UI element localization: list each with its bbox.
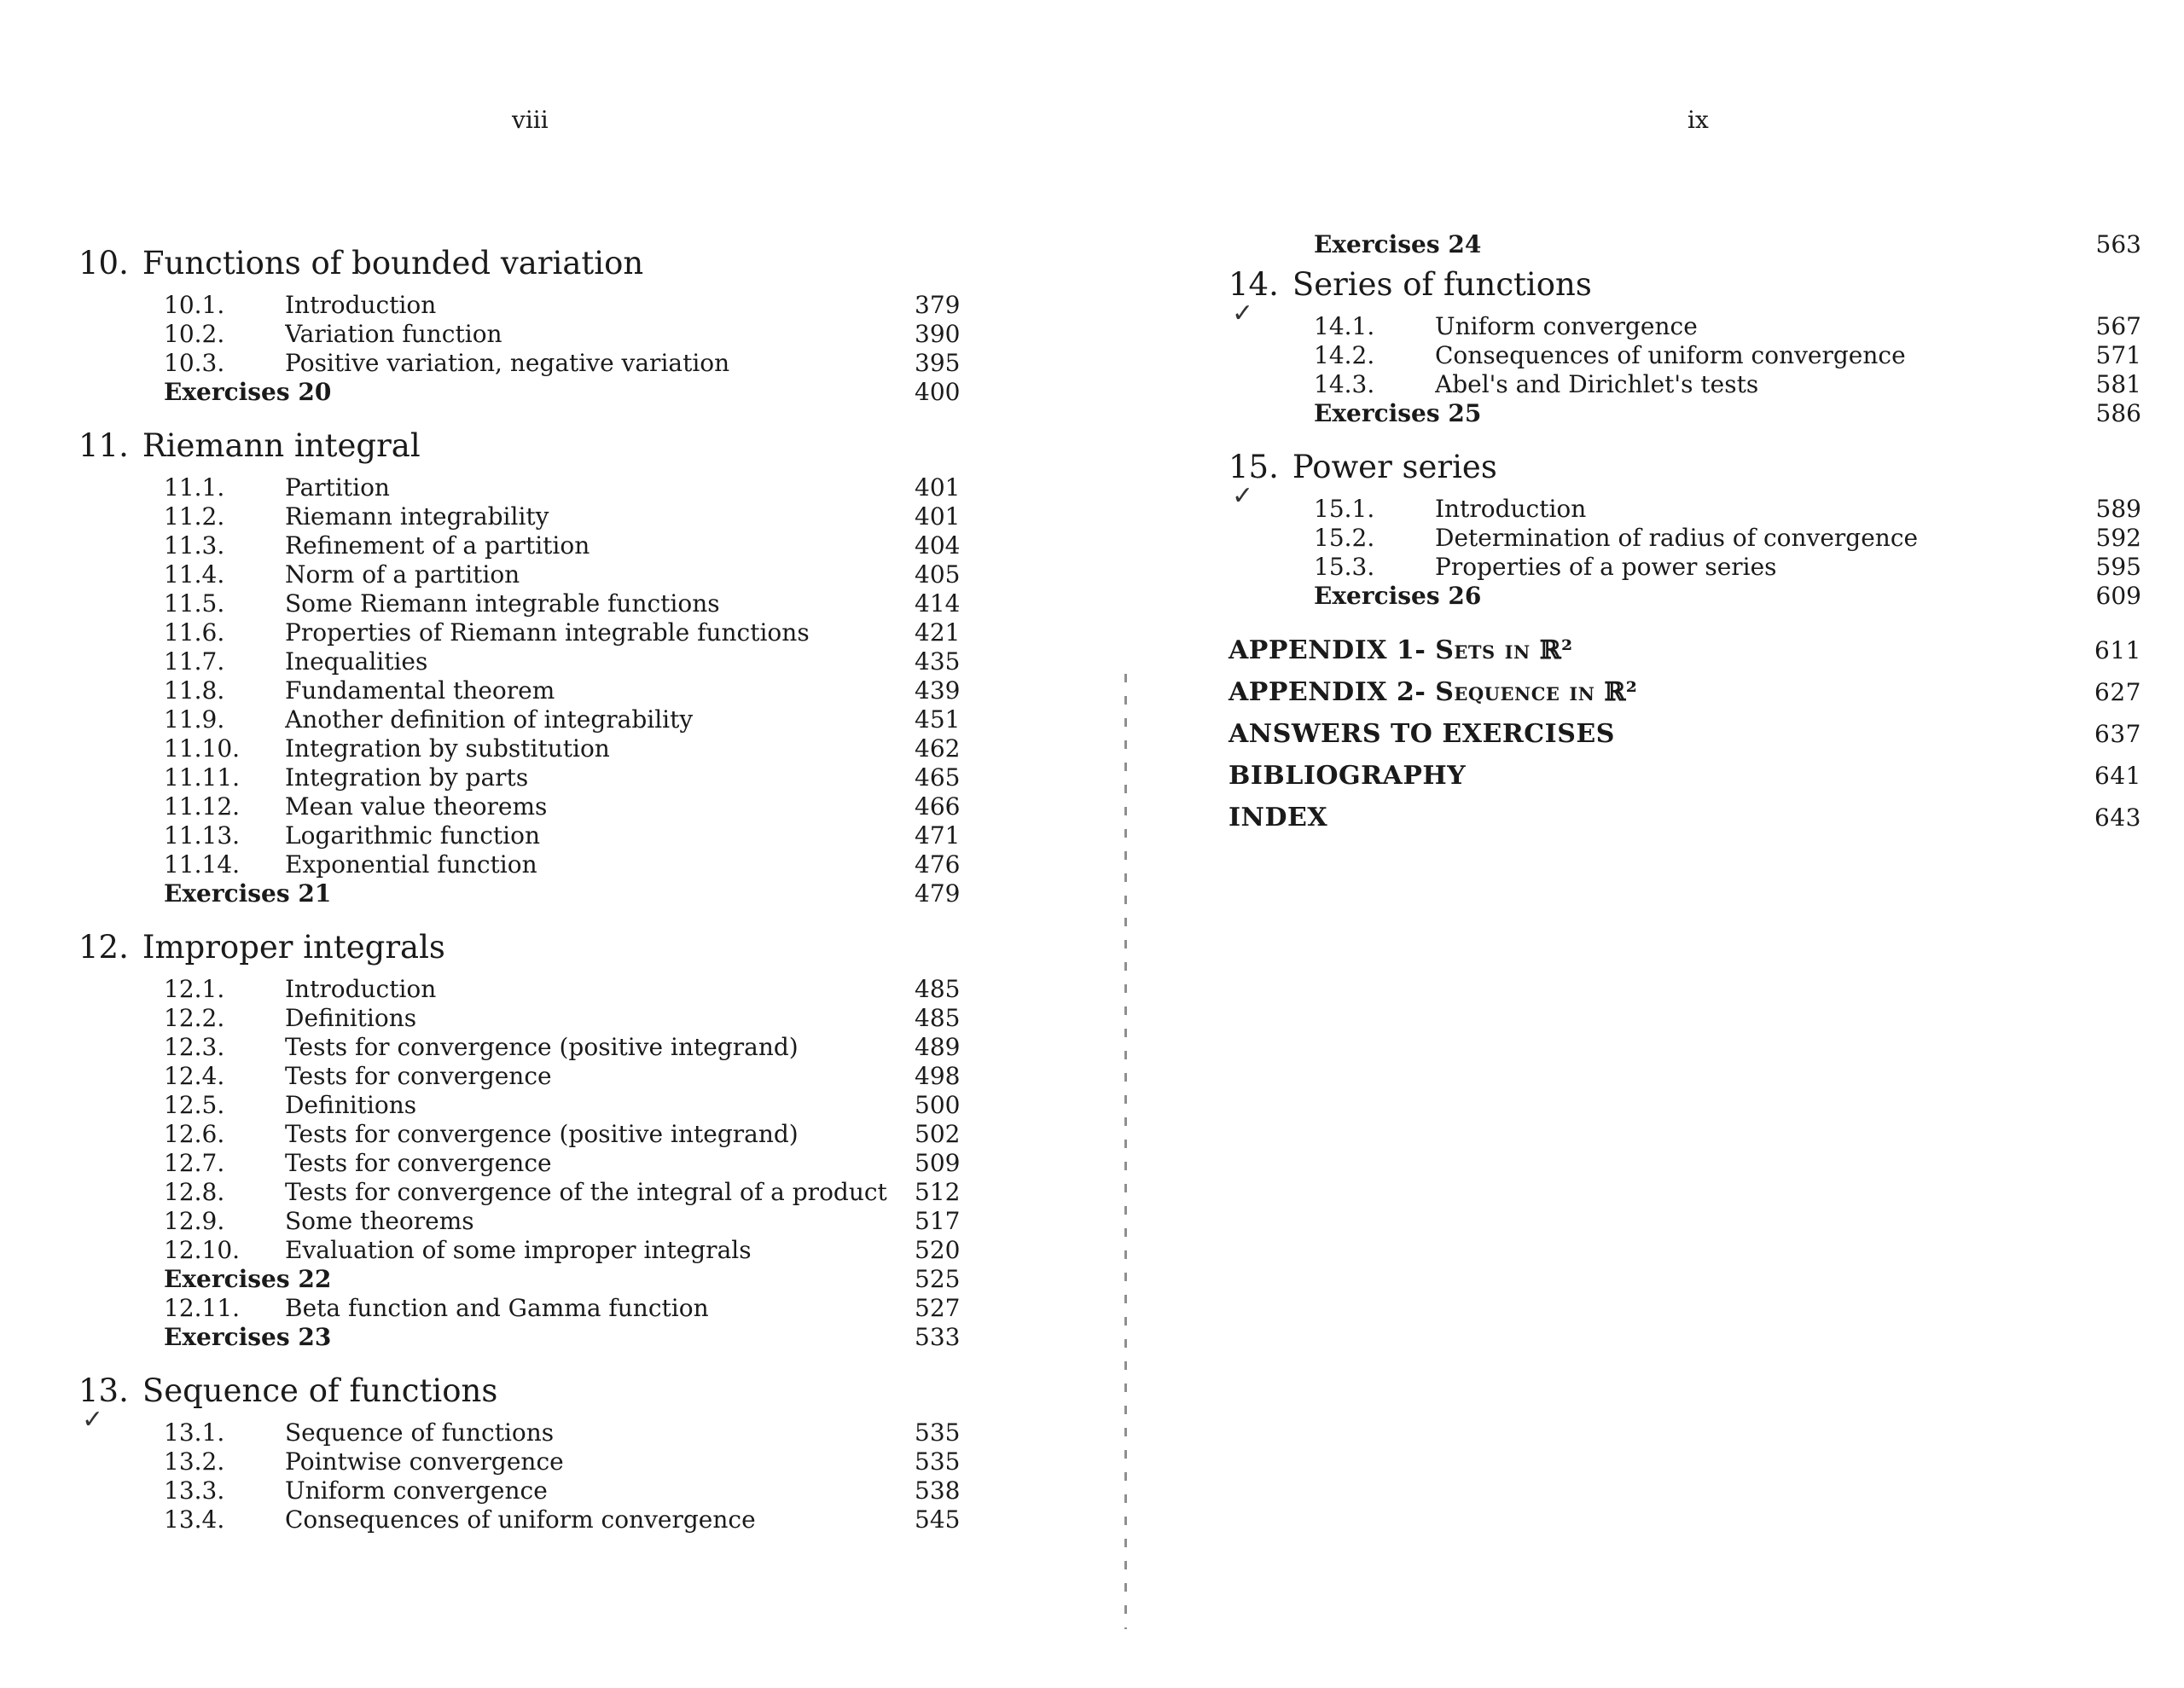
back-matter-page: 641 (2094, 762, 2141, 790)
toc-entry-page: 401 (915, 502, 961, 531)
toc-entry-title: Inequalities (285, 647, 428, 676)
toc-entry-page: 414 (915, 589, 961, 618)
toc-entry-title: Introduction (285, 291, 437, 319)
chapter-heading[interactable] (78, 243, 991, 284)
toc-entry-page: 609 (2095, 582, 2141, 610)
toc-entry-page: 466 (915, 792, 961, 821)
toc-entry-title: Tests for convergence (positive integrand) (285, 1120, 799, 1148)
toc-entry-number: 10.3. (164, 349, 225, 377)
toc-entry-row[interactable] (164, 763, 991, 792)
back-matter-title: BIBLIOGRAPHY (1228, 761, 1467, 791)
toc-entry-number: 13.2. (164, 1447, 225, 1476)
toc-entry-title: Tests for convergence (285, 1149, 552, 1177)
toc-entry-row[interactable] (1314, 524, 2141, 553)
toc-entry-page: 509 (915, 1149, 961, 1177)
toc-entry-title: Consequences of uniform convergence (1435, 341, 1906, 369)
toc-entry-number: 12.5. (164, 1091, 225, 1119)
toc-entry-number: 12.2. (164, 1004, 225, 1032)
toc-entry-row[interactable] (1314, 553, 2141, 582)
toc-entry-page: 571 (2095, 341, 2141, 369)
toc-entry-number: 12.6. (164, 1120, 225, 1148)
toc-entry-row[interactable] (164, 1062, 991, 1091)
toc-exercise-row[interactable] (164, 879, 991, 908)
toc-entry-title: Determination of radius of convergence (1435, 524, 1919, 552)
toc-entry-number: 12.3. (164, 1033, 225, 1061)
toc-entry-row[interactable] (164, 473, 991, 502)
toc-entry-number: 11.1. (164, 473, 225, 502)
handwritten-check-icon: ✓ (1232, 299, 1254, 328)
section-list (78, 1418, 991, 1534)
toc-entry-row[interactable] (164, 320, 991, 349)
back-matter-page: 611 (2094, 636, 2141, 664)
toc-entry-page: 520 (915, 1236, 961, 1264)
toc-entry-number: 11.7. (164, 647, 225, 676)
right-page-folio: ix (1687, 106, 1709, 134)
toc-entry-page: 379 (915, 291, 961, 319)
toc-entry-row[interactable] (164, 1004, 991, 1033)
section-list (78, 291, 991, 407)
toc-exercise-row[interactable] (1314, 582, 2141, 611)
toc-exercise-row[interactable] (1314, 399, 2141, 428)
toc-entry-row[interactable] (164, 705, 991, 734)
toc-chapter (1228, 447, 2141, 611)
toc-entry-page: 471 (915, 821, 961, 850)
toc-entry-row[interactable] (164, 1091, 991, 1120)
toc-entry-row[interactable] (164, 1505, 991, 1534)
chapter-number: 10. (78, 245, 129, 281)
toc-entry-page: 535 (915, 1447, 961, 1476)
toc-entry-number: 11.6. (164, 618, 225, 647)
toc-entry-row[interactable] (164, 975, 991, 1004)
toc-entry-title: Exercises 24 (1314, 230, 1482, 258)
toc-entry-page: 533 (915, 1323, 961, 1351)
toc-entry-number: 14.1. (1314, 312, 1375, 340)
toc-entry-number: 12.9. (164, 1207, 225, 1235)
toc-entry-page: 502 (915, 1120, 961, 1148)
toc-entry-page: 451 (915, 705, 961, 734)
toc-entry-page: 395 (915, 349, 961, 377)
toc-entry-number: 11.9. (164, 705, 225, 734)
toc-entry-page: 476 (915, 850, 961, 879)
toc-entry-number: 12.7. (164, 1149, 225, 1177)
toc-entry-title: Abel's and Dirichlet's tests (1435, 370, 1759, 398)
back-matter-title: APPENDIX 1- Sets in ℝ² (1228, 635, 1573, 665)
toc-entry-page: 439 (915, 676, 961, 705)
toc-entry-number: 10.2. (164, 320, 225, 348)
toc-entry-title: Some theorems (285, 1207, 474, 1235)
chapter-number: 13. (78, 1372, 129, 1409)
toc-entry-page: 435 (915, 647, 961, 676)
toc-entry-row[interactable] (1314, 495, 2141, 524)
toc-entry-number: 15.2. (1314, 524, 1375, 552)
toc-entry-page: 535 (915, 1418, 961, 1447)
toc-entry-row[interactable] (164, 1149, 991, 1178)
toc-entry-number: 11.10. (164, 734, 241, 763)
toc-entry-number: 15.1. (1314, 495, 1375, 523)
toc-entry-row[interactable] (164, 589, 991, 618)
chapter-title: Sequence of functions (142, 1372, 498, 1409)
toc-entry-number: 12.11. (164, 1294, 241, 1322)
toc-entry-row[interactable] (164, 792, 991, 821)
section-list (1228, 495, 2141, 611)
toc-entry-title: Uniform convergence (1435, 312, 1698, 340)
toc-entry-title: Mean value theorems (285, 792, 548, 821)
toc-chapter (1228, 264, 2141, 428)
toc-entry-title: Exercises 23 (164, 1323, 332, 1351)
toc-entry-number: 12.4. (164, 1062, 225, 1090)
toc-entry-number: 11.5. (164, 589, 225, 618)
toc-entry-title: Exercises 22 (164, 1265, 332, 1293)
toc-entry-page: 525 (915, 1265, 961, 1293)
toc-entry-title: Integration by parts (285, 763, 529, 792)
toc-entry-title: Introduction (1435, 495, 1587, 523)
toc-entry-row[interactable] (164, 1033, 991, 1062)
toc-entry-title: Sequence of functions (285, 1418, 555, 1447)
toc-entry-row[interactable] (164, 676, 991, 705)
toc-chapter (78, 243, 991, 407)
toc-entry-title: Partition (285, 473, 390, 502)
toc-entry-row[interactable] (164, 1120, 991, 1149)
toc-entry-row[interactable] (1314, 312, 2141, 341)
chapter-title: Power series (1292, 449, 1497, 485)
chapter-title: Improper integrals (142, 929, 445, 966)
toc-entry-page: 404 (915, 531, 961, 560)
back-matter-title: APPENDIX 2- Sequence in ℝ² (1228, 677, 1638, 707)
toc-entry-row[interactable] (164, 734, 991, 763)
toc-entry-page: 465 (915, 763, 961, 792)
toc-entry-row[interactable] (164, 618, 991, 647)
toc-entry-page: 485 (915, 975, 961, 1003)
toc-entry-row[interactable] (164, 531, 991, 560)
toc-entry-title: Exponential function (285, 850, 537, 879)
toc-entry-row[interactable] (164, 647, 991, 676)
toc-entry-page: 512 (915, 1178, 961, 1206)
toc-entry-page: 400 (915, 378, 961, 406)
toc-entry-page: 485 (915, 1004, 961, 1032)
toc-entry-page: 517 (915, 1207, 961, 1235)
toc-entry-number: 13.3. (164, 1476, 225, 1505)
back-matter-row[interactable] (1228, 671, 2141, 713)
toc-entry-title: Properties of a power series (1435, 553, 1777, 581)
toc-entry-row[interactable] (164, 1178, 991, 1207)
toc-entry-page: 589 (2095, 495, 2141, 523)
toc-entry-page: 538 (915, 1476, 961, 1505)
toc-entry-page: 462 (915, 734, 961, 763)
right-page-contents (1228, 230, 2141, 838)
toc-entry-row[interactable] (164, 850, 991, 879)
toc-exercise-row[interactable] (164, 1323, 991, 1352)
toc-entry-page: 586 (2095, 399, 2141, 427)
toc-entry-number: 11.8. (164, 676, 225, 705)
toc-entry-page: 500 (915, 1091, 961, 1119)
toc-entry-title: Another definition of integrability (285, 705, 694, 734)
back-matter-page: 643 (2094, 803, 2141, 832)
toc-entry-row[interactable] (164, 349, 991, 378)
back-matter-row[interactable] (1228, 713, 2141, 755)
toc-entry-title: Tests for convergence (positive integrand) (285, 1033, 799, 1061)
toc-entry-title: Pointwise convergence (285, 1447, 564, 1476)
toc-entry-page: 489 (915, 1033, 961, 1061)
toc-entry-row[interactable] (164, 291, 991, 320)
toc-entry-row[interactable] (164, 821, 991, 850)
chapter-number: 12. (78, 929, 129, 966)
toc-entry-page: 581 (2095, 370, 2141, 398)
toc-entry-title: Norm of a partition (285, 560, 520, 589)
handwritten-check-icon: ✓ (1232, 481, 1254, 511)
toc-entry-number: 12.10. (164, 1236, 241, 1264)
toc-entry-number: 11.12. (164, 792, 241, 821)
back-matter-page: 637 (2094, 720, 2141, 748)
toc-entry-page: 479 (915, 879, 961, 908)
back-matter-title: INDEX (1228, 803, 1328, 832)
toc-entry-row[interactable] (164, 1294, 991, 1323)
toc-entry-title: Exercises 20 (164, 378, 332, 406)
back-matter-list (1228, 629, 2141, 838)
toc-entry-number: 11.13. (164, 821, 241, 850)
section-list (1228, 312, 2141, 428)
toc-entry-title: Exercises 26 (1314, 582, 1482, 610)
toc-entry-page: 405 (915, 560, 961, 589)
toc-entry-number: 11.11. (164, 763, 241, 792)
toc-entry-title: Positive variation, negative variation (285, 349, 730, 377)
toc-entry-title: Fundamental theorem (285, 676, 555, 705)
toc-chapter (78, 1371, 991, 1534)
section-list (78, 975, 991, 1352)
toc-entry-title: Uniform convergence (285, 1476, 548, 1505)
chapter-heading[interactable] (78, 927, 991, 968)
toc-exercise-row[interactable] (1314, 230, 2141, 259)
toc-entry-page: 567 (2095, 312, 2141, 340)
toc-entry-row[interactable] (164, 502, 991, 531)
chapter-title: Functions of bounded variation (142, 245, 644, 281)
section-list (78, 473, 991, 908)
chapter-number: 14. (1228, 266, 1279, 303)
toc-entry-row[interactable] (164, 1418, 991, 1447)
toc-exercise-row[interactable] (164, 378, 991, 407)
toc-entry-row[interactable] (164, 1447, 991, 1476)
back-matter-row[interactable] (1228, 629, 2141, 671)
back-matter-row[interactable] (1228, 755, 2141, 797)
toc-entry-number: 13.1. (164, 1418, 225, 1447)
toc-entry-title: Riemann integrability (285, 502, 549, 531)
toc-entry-row[interactable] (164, 1207, 991, 1236)
toc-entry-title: Introduction (285, 975, 437, 1003)
toc-entry-title: Beta function and Gamma function (285, 1294, 709, 1322)
toc-entry-page: 592 (2095, 524, 2141, 552)
chapter-heading[interactable] (78, 426, 991, 467)
left-page-folio: viii (512, 106, 549, 134)
toc-entry-title: Definitions (285, 1004, 417, 1032)
toc-entry-number: 14.2. (1314, 341, 1375, 369)
toc-entry-number: 13.4. (164, 1505, 225, 1534)
toc-entry-page: 421 (915, 618, 961, 647)
toc-entry-page: 563 (2095, 230, 2141, 258)
toc-entry-page: 498 (915, 1062, 961, 1090)
toc-entry-number: 10.1. (164, 291, 225, 319)
toc-entry-title: Refinement of a partition (285, 531, 590, 560)
toc-entry-number: 11.2. (164, 502, 225, 531)
toc-entry-title: Logarithmic function (285, 821, 540, 850)
left-page-contents (78, 243, 991, 1553)
toc-entry-title: Properties of Riemann integrable functions (285, 618, 810, 647)
toc-entry-title: Consequences of uniform convergence (285, 1505, 756, 1534)
page-gutter (1124, 674, 1127, 1629)
chapter-number: 11. (78, 427, 129, 464)
toc-entry-title: Tests for convergence (285, 1062, 552, 1090)
toc-entry-row[interactable] (1314, 341, 2141, 370)
toc-entry-page: 401 (915, 473, 961, 502)
toc-exercise-row[interactable] (164, 1265, 991, 1294)
toc-entry-row[interactable] (164, 1236, 991, 1265)
chapter-number: 15. (1228, 449, 1279, 485)
toc-entry-number: 11.3. (164, 531, 225, 560)
chapter-title: Riemann integral (142, 427, 421, 464)
toc-entry-title: Exercises 21 (164, 879, 332, 908)
toc-entry-page: 545 (915, 1505, 961, 1534)
toc-entry-number: 14.3. (1314, 370, 1375, 398)
toc-entry-number: 12.1. (164, 975, 225, 1003)
toc-entry-number: 11.14. (164, 850, 241, 879)
toc-entry-title: Evaluation of some improper integrals (285, 1236, 752, 1264)
toc-entry-title: Integration by substitution (285, 734, 610, 763)
toc-entry-title: Definitions (285, 1091, 417, 1119)
toc-chapter (78, 927, 991, 1352)
toc-entry-row[interactable] (164, 1476, 991, 1505)
toc-entry-row[interactable] (164, 560, 991, 589)
chapter-title: Series of functions (1292, 266, 1592, 303)
toc-entry-number: 12.8. (164, 1178, 225, 1206)
toc-entry-number: 15.3. (1314, 553, 1375, 581)
back-matter-row[interactable] (1228, 797, 2141, 838)
handwritten-check-icon: ✓ (82, 1405, 104, 1435)
toc-entry-page: 527 (915, 1294, 961, 1322)
toc-entry-row[interactable] (1314, 370, 2141, 399)
toc-entry-title: Tests for convergence of the integral of a product (285, 1178, 887, 1206)
toc-chapter (78, 426, 991, 908)
toc-entry-title: Exercises 25 (1314, 399, 1482, 427)
toc-entry-page: 390 (915, 320, 961, 348)
toc-entry-page: 595 (2095, 553, 2141, 581)
toc-entry-title: Some Riemann integrable functions (285, 589, 720, 618)
back-matter-title: ANSWERS TO EXERCISES (1228, 719, 1615, 749)
toc-entry-title: Variation function (285, 320, 502, 348)
toc-entry-number: 11.4. (164, 560, 225, 589)
back-matter-page: 627 (2094, 678, 2141, 706)
